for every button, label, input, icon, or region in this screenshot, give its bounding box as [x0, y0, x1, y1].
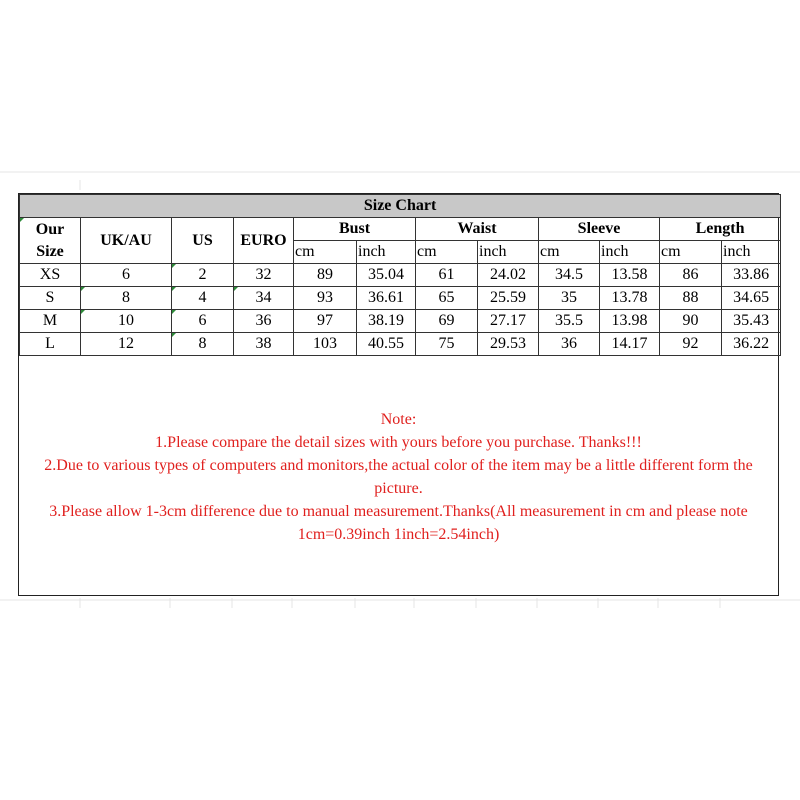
waist-inch-cell: 27.17 [478, 310, 539, 333]
length-cm-cell: 88 [660, 287, 722, 310]
size-cell: XS [20, 264, 81, 287]
size-chart [18, 193, 779, 596]
header-our-size: Our Size [20, 218, 81, 264]
sleeve-cm-cell: 34.5 [539, 264, 600, 287]
unit-length-inch: inch [722, 241, 781, 264]
length-inch-cell: 34.65 [722, 287, 781, 310]
uk-au-cell: 12 [81, 333, 172, 356]
sleeve-cm-cell: 35.5 [539, 310, 600, 333]
bust-inch-cell: 35.04 [357, 264, 416, 287]
header-us: US [172, 218, 234, 264]
bust-inch-cell: 36.61 [357, 287, 416, 310]
header-bust: Bust [294, 218, 416, 241]
us-cell: 2 [172, 264, 234, 287]
bust-cm-cell: 97 [294, 310, 357, 333]
notes-block [19, 408, 778, 546]
length-cm-cell: 90 [660, 310, 722, 333]
note-heading: Note: [380, 411, 417, 428]
waist-cm-cell: 69 [416, 310, 478, 333]
waist-inch-cell: 24.02 [478, 264, 539, 287]
header-length: Length [660, 218, 781, 241]
unit-bust-cm: cm [294, 241, 357, 264]
uk-au-cell: 6 [81, 264, 172, 287]
sleeve-inch-cell: 13.98 [600, 310, 660, 333]
size-cell: S [20, 287, 81, 310]
length-cm-cell: 86 [660, 264, 722, 287]
size-cell: L [20, 333, 81, 356]
header-uk-au: UK/AU [81, 218, 172, 264]
header-row [20, 218, 781, 241]
chart-title: Size Chart [20, 195, 781, 218]
uk-au-cell: 10 [81, 310, 172, 333]
table-row [20, 264, 781, 287]
table-row [20, 310, 781, 333]
us-cell: 6 [172, 310, 234, 333]
euro-cell: 34 [234, 287, 294, 310]
sleeve-cm-cell: 36 [539, 333, 600, 356]
note-line-3: 3.Please allow 1-3cm difference due to manual measurement.Thanks(All measurement in cm and please note 1cm=0.39inch 1inch=2.54inch) [49, 503, 748, 543]
sleeve-inch-cell: 13.58 [600, 264, 660, 287]
waist-cm-cell: 65 [416, 287, 478, 310]
length-inch-cell: 36.22 [722, 333, 781, 356]
us-cell: 8 [172, 333, 234, 356]
length-inch-cell: 33.86 [722, 264, 781, 287]
header-sleeve: Sleeve [539, 218, 660, 241]
bust-inch-cell: 38.19 [357, 310, 416, 333]
euro-cell: 38 [234, 333, 294, 356]
table-row [20, 333, 781, 356]
sleeve-cm-cell: 35 [539, 287, 600, 310]
title-row [20, 195, 781, 218]
unit-length-cm: cm [660, 241, 722, 264]
euro-cell: 32 [234, 264, 294, 287]
table-row [20, 287, 781, 310]
bust-cm-cell: 93 [294, 287, 357, 310]
size-table [19, 194, 781, 356]
uk-au-cell: 8 [81, 287, 172, 310]
note-line-2: 2.Due to various types of computers and monitors,the actual color of the item may be a little different form the picture. [44, 457, 753, 497]
waist-inch-cell: 29.53 [478, 333, 539, 356]
waist-cm-cell: 75 [416, 333, 478, 356]
bust-cm-cell: 89 [294, 264, 357, 287]
unit-waist-inch: inch [478, 241, 539, 264]
unit-waist-cm: cm [416, 241, 478, 264]
size-cell: M [20, 310, 81, 333]
note-line-1: 1.Please compare the detail sizes with yours before you purchase. Thanks!!! [155, 434, 642, 451]
waist-inch-cell: 25.59 [478, 287, 539, 310]
sleeve-inch-cell: 14.17 [600, 333, 660, 356]
bust-cm-cell: 103 [294, 333, 357, 356]
bust-inch-cell: 40.55 [357, 333, 416, 356]
length-inch-cell: 35.43 [722, 310, 781, 333]
unit-sleeve-cm: cm [539, 241, 600, 264]
euro-cell: 36 [234, 310, 294, 333]
us-cell: 4 [172, 287, 234, 310]
unit-bust-inch: inch [357, 241, 416, 264]
length-cm-cell: 92 [660, 333, 722, 356]
sleeve-inch-cell: 13.78 [600, 287, 660, 310]
header-waist: Waist [416, 218, 539, 241]
unit-sleeve-inch: inch [600, 241, 660, 264]
header-euro: EURO [234, 218, 294, 264]
waist-cm-cell: 61 [416, 264, 478, 287]
